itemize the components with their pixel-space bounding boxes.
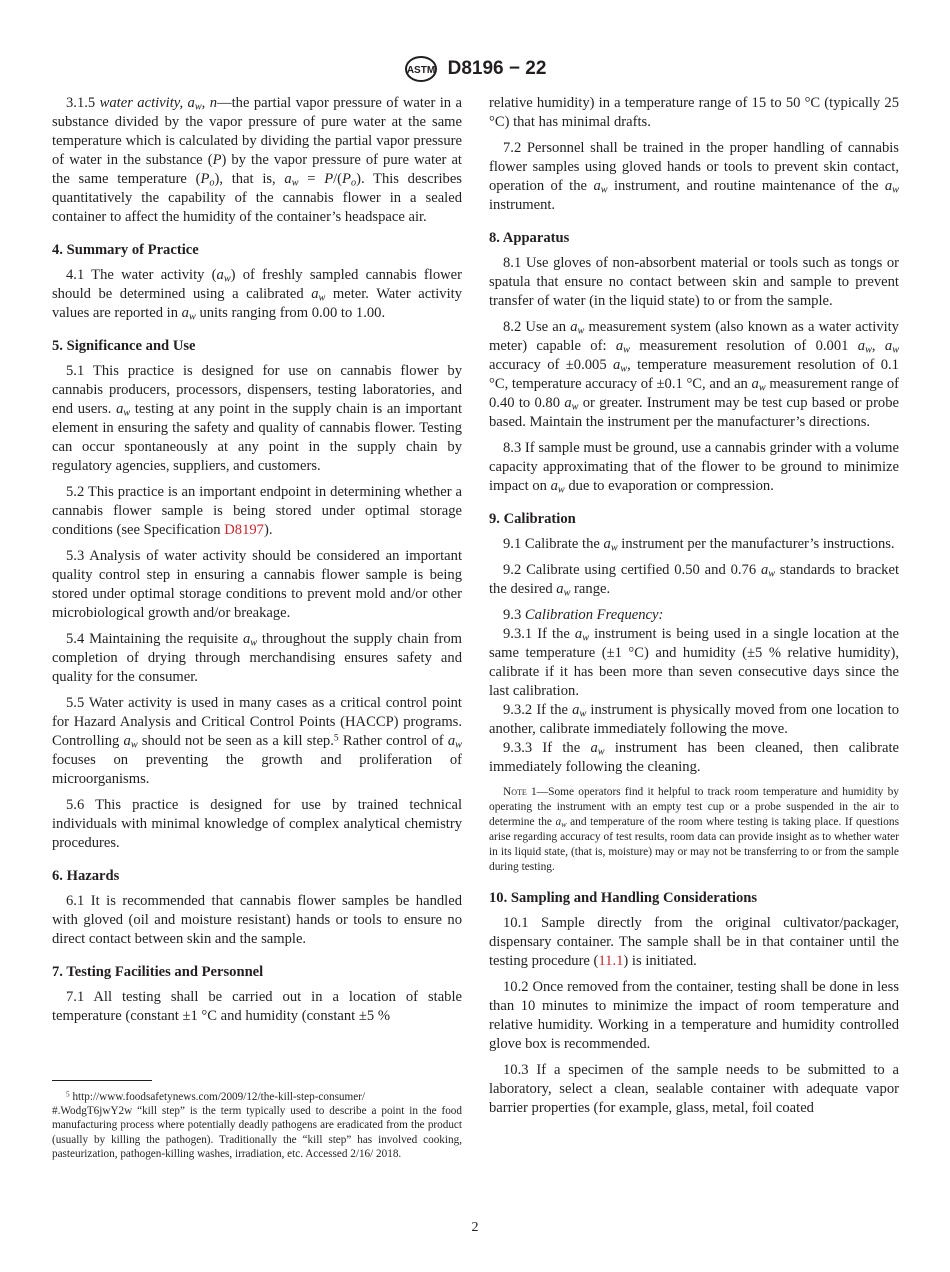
footnote-reference[interactable]: 5 [333,733,339,744]
footnote-divider [52,1080,152,1081]
paragraph [489,535,899,554]
text-run: 8.3 If sample must be ground, use a cannabis grinder with a volume capacity approximating that of the flower to be ground to minimize impact on [489,440,899,494]
text-run: ) of freshly sampled cannabis flower should be determined using a calibrated [52,267,463,302]
text-run: 10.1 Sample directly from the original cultivator/packager, dispensary container. The sample shall be in that container until the testing procedure ( [489,915,899,969]
section-heading [52,963,462,982]
text-run: 3.1.5 [66,95,100,111]
variable-subscript: w [130,739,138,751]
note-block [489,785,899,875]
paragraph [489,914,899,971]
text-run: ). [263,522,273,538]
variable-subscript: w [865,344,872,356]
variable-symbol: a [311,286,319,302]
text-run: /( [333,171,343,187]
variable-subscript: w [123,407,131,419]
footnote-text: #.WodgT6jwY2w “kill step” is the term typically used to describe a point in the food manufacturing process where potentially deadly pathogens are eradicated from the product (usually by killing the pathogen). Traditionally the “kill step” has involved cooking, pasteurization, pathogen-killing washes, irradiation, etc. Accessed 2/16/ 2018. [52,1105,462,1160]
variable [593,178,607,194]
document-id: D8196 − 22 [447,58,547,79]
variable-subscript: o [350,177,357,189]
variable [243,631,257,647]
variable-subscript: w [561,819,567,829]
text-run: , [871,338,885,354]
variable-subscript: w [758,382,766,394]
text-run: or greater. Instrument may be test cup based or probe based. Maintain the instrument per the manufacturer’s directions. [489,395,899,430]
right-column [489,94,899,1125]
variable-symbol: a [556,581,564,597]
section-heading [52,337,462,356]
variable-subscript: w [188,311,196,323]
paragraph [52,694,462,789]
variable-subscript: w [610,542,618,554]
text-run: instrument has been cleaned, then calibrate immediately following the cleaning. [489,740,899,775]
variable [448,733,462,749]
text-run: = [298,171,325,187]
variable-symbol: a [857,338,866,354]
variable-subscript: w [597,746,605,758]
variable [551,478,565,494]
text-run: ), that is, [214,171,285,187]
variable-symbol: a [574,626,583,642]
variable-symbol: a [615,338,624,354]
variable [124,733,138,749]
cross-reference-link[interactable]: 11.1 [598,953,624,969]
section-heading [52,241,462,260]
section-heading [489,889,899,908]
paragraph [489,94,899,132]
variable-subscript: w [291,177,299,189]
variable-symbol: a [564,395,572,411]
text-run: 4. Summary of Practice [52,242,199,258]
italic-text: , n [201,95,218,111]
variable [572,702,586,718]
variable-subscript: w [582,632,590,644]
paragraph [489,978,899,1054]
page-header [0,56,950,82]
italic-text: P [324,171,334,187]
variable [217,267,231,283]
variable-symbol: a [760,562,769,578]
paragraph [489,318,899,432]
paragraph [52,266,462,323]
page-number: 2 [471,1220,479,1235]
variable-subscript: w [250,637,258,649]
footnote [52,1090,462,1161]
variable-symbol: P [200,171,210,187]
text-run: 9.3 [503,607,525,623]
variable-subscript: w [563,587,571,599]
paragraph [489,439,899,496]
variable-symbol: P [342,171,351,187]
variable-symbol: a [603,536,611,552]
variable [116,401,130,417]
text-run: 10.2 Once removed from the container, testing shall be done in less than 10 minutes to minimize the impact of room temperature and relative humidity. Working in a temperature and humidity controlled glove box is recommended. [489,979,899,1052]
variable [885,338,899,354]
text-run: 5.2 This practice is an important endpoint in determining whether a cannabis flower sample is being stored under optimal storage conditions (see Specification [52,484,462,538]
variable-subscript: w [223,273,231,285]
text-run: 5. Significance and Use [52,338,196,354]
text-run: meter. Water activity values are reported in [52,286,462,321]
variable-symbol: a [572,702,580,718]
variable [885,178,899,194]
text-run: testing at any point in the supply chain is an important element in ensuring the safety and quality of cannabis flower. Testing can occur spontaneously at any point in the supply chain by regulatory agencies, suppliers, and customers. [52,401,463,474]
variable [858,338,872,354]
text-run: 10.3 If a specimen of the sample needs to be submitted to a laboratory, select a clean, sealable container with adequate vapor barrier properties (for example, glass, metal, foil coated [489,1062,899,1116]
variable [604,536,618,552]
variable [311,286,325,302]
text-run: range. [570,581,611,597]
variable-symbol: a [116,401,124,417]
variable-subscript: w [892,184,899,196]
italic-text: Calibration Frequency: [524,607,664,623]
variable-symbol: a [590,740,598,756]
text-run: and temperature of the room where testing is taking place. If questions arise regarding accuracy of test results, room data can provide insight as to whether water in its liquid state, (that is, moisture) may or may not be transferring to or from the sample during testing. [489,816,900,873]
text-run: 7.1 All testing shall be carried out in a location of stable temperature (constant ±1 °C and humidity (constant ±5 % [52,989,462,1024]
variable-subscript: w [571,401,579,413]
text-run: accuracy of ±0.005 [489,357,614,373]
variable-symbol: a [123,733,131,749]
text-run: 9. Calibration [489,511,576,527]
variable-symbol: a [570,319,578,335]
text-run: 9.3.1 If the [503,626,575,642]
variable [575,626,589,642]
text-run: —the partial vapor pressure of water in a substance divided by the vapor pressure of pure water at the same temperature which is calculated by dividing the partial vapor pressure of water in the substance ( [52,95,462,168]
text-run: 7.2 Personnel shall be trained in the proper handling of cannabis flower samples using gloved hands or tools to prevent skin contact, operation of the [489,140,899,194]
variable [556,816,567,828]
variable-symbol: a [884,178,893,194]
variable [188,95,202,111]
variable-subscript: w [455,739,462,751]
section-heading [52,867,462,886]
variable-symbol: a [884,338,893,354]
text-run: 6.1 It is recommended that cannabis flower samples be handled with gloved (oil and moisture resistant) hands or tools to ensure no direct contact between skin and the sample. [52,893,462,947]
variable [556,581,570,597]
footnote-url[interactable]: http://www.foodsafetynews.com/2009/12/the-kill-step-consumer/ [69,1091,366,1103]
paragraph [52,988,462,1026]
variable-subscript: w [623,344,630,356]
paragraph [489,606,899,625]
italic-text: water activity, [99,95,188,111]
variable-symbol: a [284,171,292,187]
paragraph [489,1061,899,1118]
variable-symbol: a [242,631,251,647]
italic-text: P [212,152,222,168]
text-run: measurement range of 0.40 to 0.80 [489,376,900,411]
text-run: 9.3.3 If the [503,740,591,756]
text-run: 9.3.2 If the [503,702,573,718]
text-run: 5.5 Water activity is used in many cases as a critical control point for Hazard Analysis and Critical Control Points (HACCP) programs. Controlling [52,695,462,749]
variable-symbol: a [447,733,456,749]
variable-symbol: a [216,267,224,283]
variable-symbol: a [187,95,195,111]
variable-symbol: a [613,357,621,373]
text-run: , temperature measurement resolution of 0.1 °C, temperature accuracy of ±0.1 °C, and an [489,357,899,392]
paragraph [489,739,899,777]
text-run: throughout the supply chain from completion of drying through merchandising ensures safety and quality for the consumer. [52,631,462,685]
variable [200,171,214,187]
variable [761,562,775,578]
text-run: due to evaporation or compression. [564,478,774,494]
variable [342,171,356,187]
variable [752,376,766,392]
text-run: ) is initiated. [623,953,697,969]
section-heading [489,510,899,529]
text-run: 5.3 Analysis of water activity should be considered an important quality control step in ensuring a cannabis flower sample is being stored under optimal storage conditions to prevent mold and/or other microbiological growth and/or breakage. [52,548,462,621]
variable-subscript: w [318,292,326,304]
variable-subscript: w [557,484,565,496]
paragraph [489,254,899,311]
variable-subscript: w [620,363,628,375]
text-run: 8.1 Use gloves of non-absorbent material or tools such as tongs or spatula that ensure no contact between skin and sample to prevent transfer of water (in the liquid state) to or from the sample. [489,255,899,309]
left-column [52,94,462,1033]
variable-symbol: a [555,816,562,828]
variable [284,171,298,187]
text-run: 9.1 Calibrate the [503,536,604,552]
paragraph [52,483,462,540]
text-run: 8.2 Use an [503,319,571,335]
text-run: instrument. [489,197,556,213]
text-run: should not be seen as a kill step. [137,733,334,749]
text-run: units ranging from 0.00 to 1.00. [195,305,386,321]
paragraph [489,139,899,215]
paragraph [489,701,899,739]
note-label: Note 1 [503,786,537,798]
variable-symbol: a [593,178,601,194]
variable-symbol: a [751,376,759,392]
variable-subscript: w [600,184,608,196]
paragraph [52,630,462,687]
variable [182,305,196,321]
variable-subscript: w [892,344,900,356]
paragraph [52,892,462,949]
section-heading [489,229,899,248]
text-run: 5.4 Maintaining the requisite [66,631,243,647]
text-run: 10. Sampling and Handling Considerations [489,890,758,906]
text-run: 5.1 This practice is designed for use on cannabis flower by cannabis producers, processors, dispensers, testing laboratories, and end users. [52,363,462,417]
text-run: focuses on preventing the growth and proliferation of microorganisms. [52,752,462,787]
text-run: 4.1 The water activity ( [66,267,217,283]
variable-subscript: o [209,177,215,189]
text-run: measurement system (also known as a water activity meter) capable of: [489,319,899,354]
paragraph [52,94,462,227]
paragraph [52,362,462,476]
variable-symbol: a [550,478,558,494]
astm-logo-icon [404,56,438,82]
variable [616,338,630,354]
text-run: 8. Apparatus [489,230,570,246]
variable-subscript: w [579,708,587,720]
text-run: 9.2 Calibrate using certified 0.50 and 0.76 [503,562,761,578]
text-run: 7. Testing Facilities and Personnel [52,964,264,980]
variable-subscript: w [768,568,776,580]
text-run: ). This describes quantitatively the capability of the cannabis flower in a sealed container to affect the humidity of the container’s headspace air. [52,171,462,225]
text-run: —Some operators find it helpful to track room temperature and humidity by operating the instrument with an empty test cup or a probe suspended in the air to determine the [489,786,900,828]
text-run: 6. Hazards [52,868,120,884]
footnote-marker: 5 [66,1090,70,1099]
variable-subscript: w [577,325,585,337]
text-run: Rather control of [338,733,448,749]
variable-subscript: w [194,101,202,113]
text-run: 5.6 This practice is designed for use by trained technical individuals with minimal knowledge of complex analytical chemistry procedures. [52,797,462,851]
text-run: instrument is being used in a single location at the same temperature (±1 °C) and humidity (±5 % relative humidity), calibrate if it has been more than seven consecutive days since the last calibration. [489,626,900,699]
text-run: ) by the vapor pressure of pure water at the same temperature ( [52,152,462,187]
text-run: instrument per the manufacturer’s instructions. [617,536,895,552]
paragraph [489,625,899,701]
variable [590,740,604,756]
text-run: measurement resolution of 0.001 [629,338,858,354]
paragraph [52,547,462,623]
cross-reference-link[interactable]: D8197 [224,522,264,538]
paragraph [52,796,462,853]
variable [564,395,578,411]
variable [570,319,584,335]
text-run: standards to bracket the desired [489,562,900,597]
text-run: instrument, and routine maintenance of the [607,178,885,194]
variable-symbol: a [181,305,189,321]
variable [613,357,627,373]
paragraph [489,561,899,599]
svg-text:ASTM: ASTM [406,65,435,76]
text-run: relative humidity) in a temperature range of 15 to 50 °C (typically 25 °C) that has minimal drafts. [489,95,899,130]
text-run: instrument is physically moved from one location to another, calibrate immediately following the move. [489,702,899,737]
